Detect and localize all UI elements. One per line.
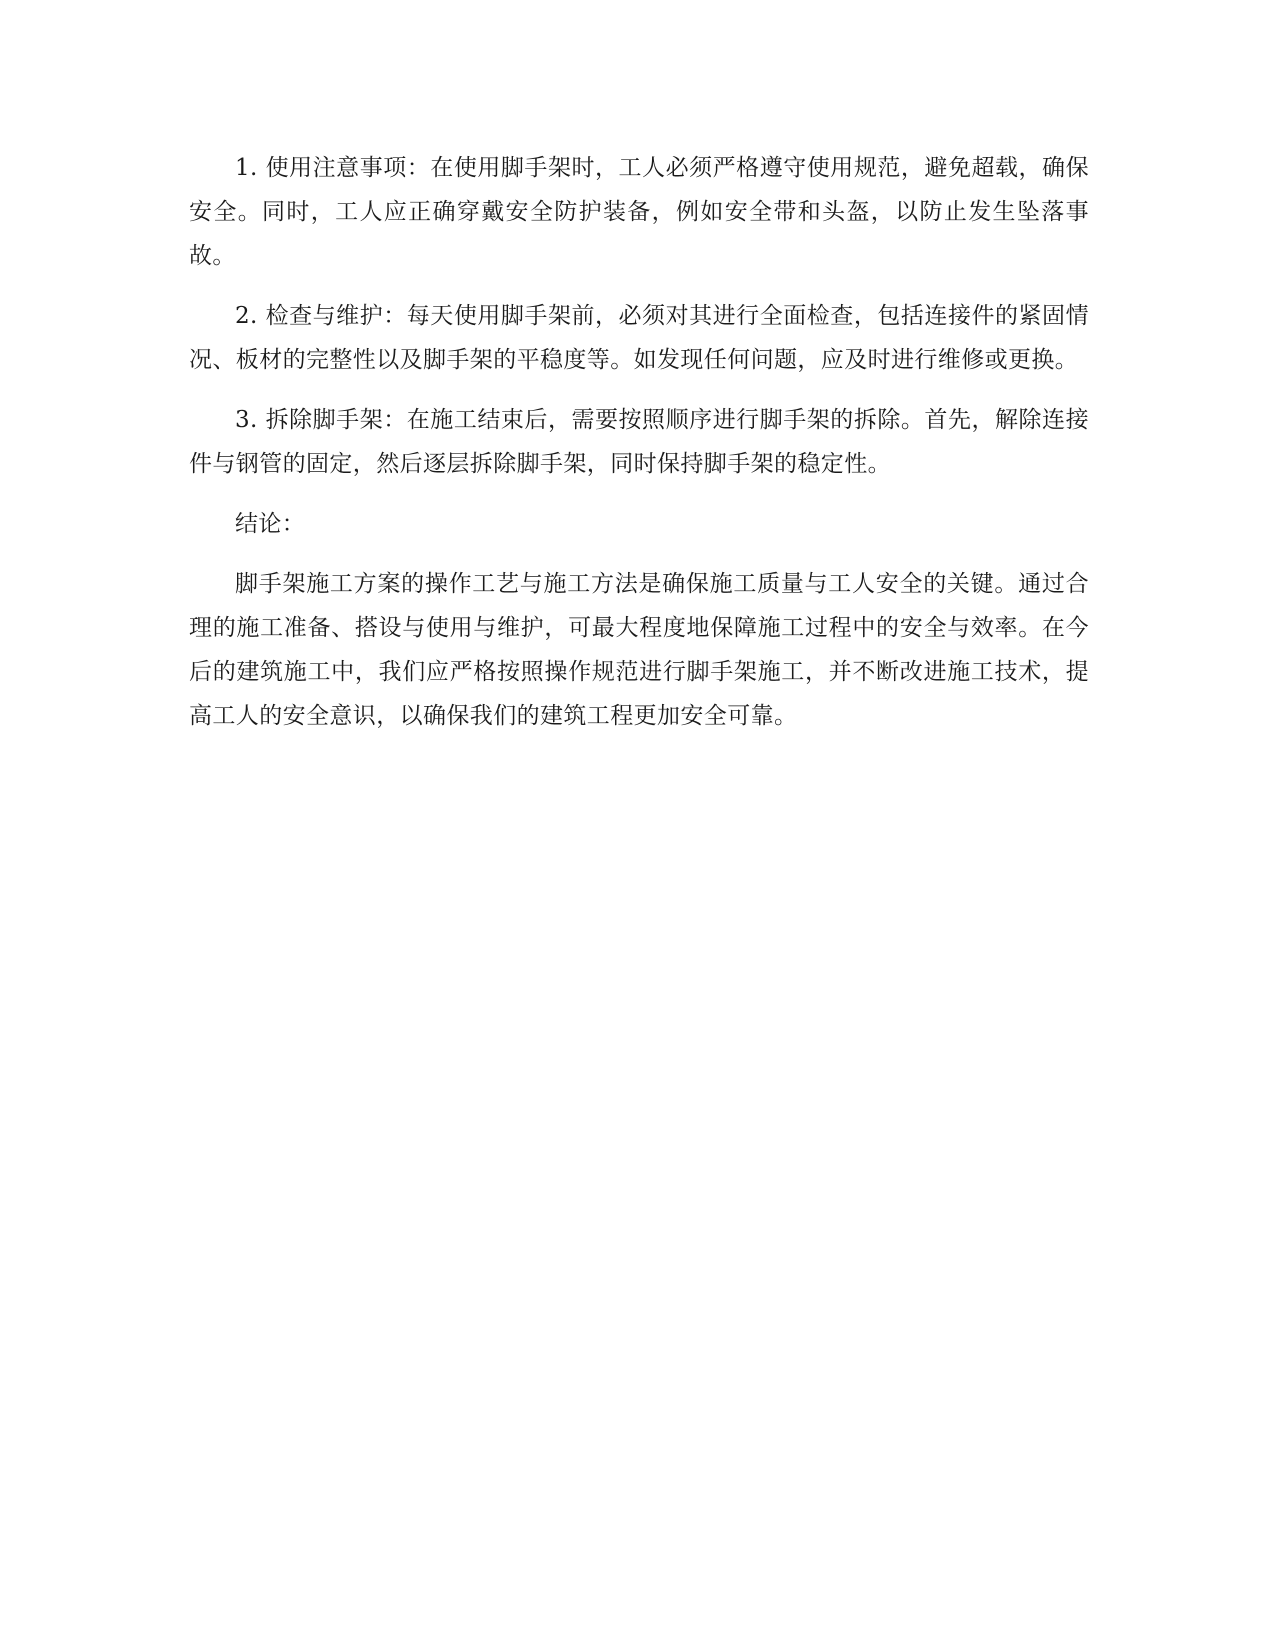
document-body [189, 146, 1089, 754]
paragraph-inspection-maintenance: 2. 检查与维护：每天使用脚手架前，必须对其进行全面检查，包括连接件的紧固情况、板材的完整性以及脚手架的平稳度等。如发现任何问题，应及时进行维修或更换。 [189, 303, 1089, 373]
paragraph-conclusion: 脚手架施工方案的操作工艺与施工方法是确保施工质量与工人安全的关键。通过合理的施工准备、搭设与使用与维护，可最大程度地保障施工过程中的安全与效率。在今后的建筑施工中，我们应严格按照操作规范进行脚手架施工，并不断改进施工技术，提高工人的安全意识，以确保我们的建筑工程更加安全可靠。 [189, 571, 1089, 729]
paragraph-dismantling: 3. 拆除脚手架：在施工结束后，需要按照顺序进行脚手架的拆除。首先，解除连接件与钢管的固定，然后逐层拆除脚手架，同时保持脚手架的稳定性。 [189, 407, 1089, 477]
paragraph-usage-notes: 1. 使用注意事项：在使用脚手架时，工人必须严格遵守使用规范，避免超载，确保安全。同时，工人应正确穿戴安全防护装备，例如安全带和头盔，以防止发生坠落事故。 [189, 155, 1089, 269]
conclusion-heading: 结论： [235, 511, 306, 537]
